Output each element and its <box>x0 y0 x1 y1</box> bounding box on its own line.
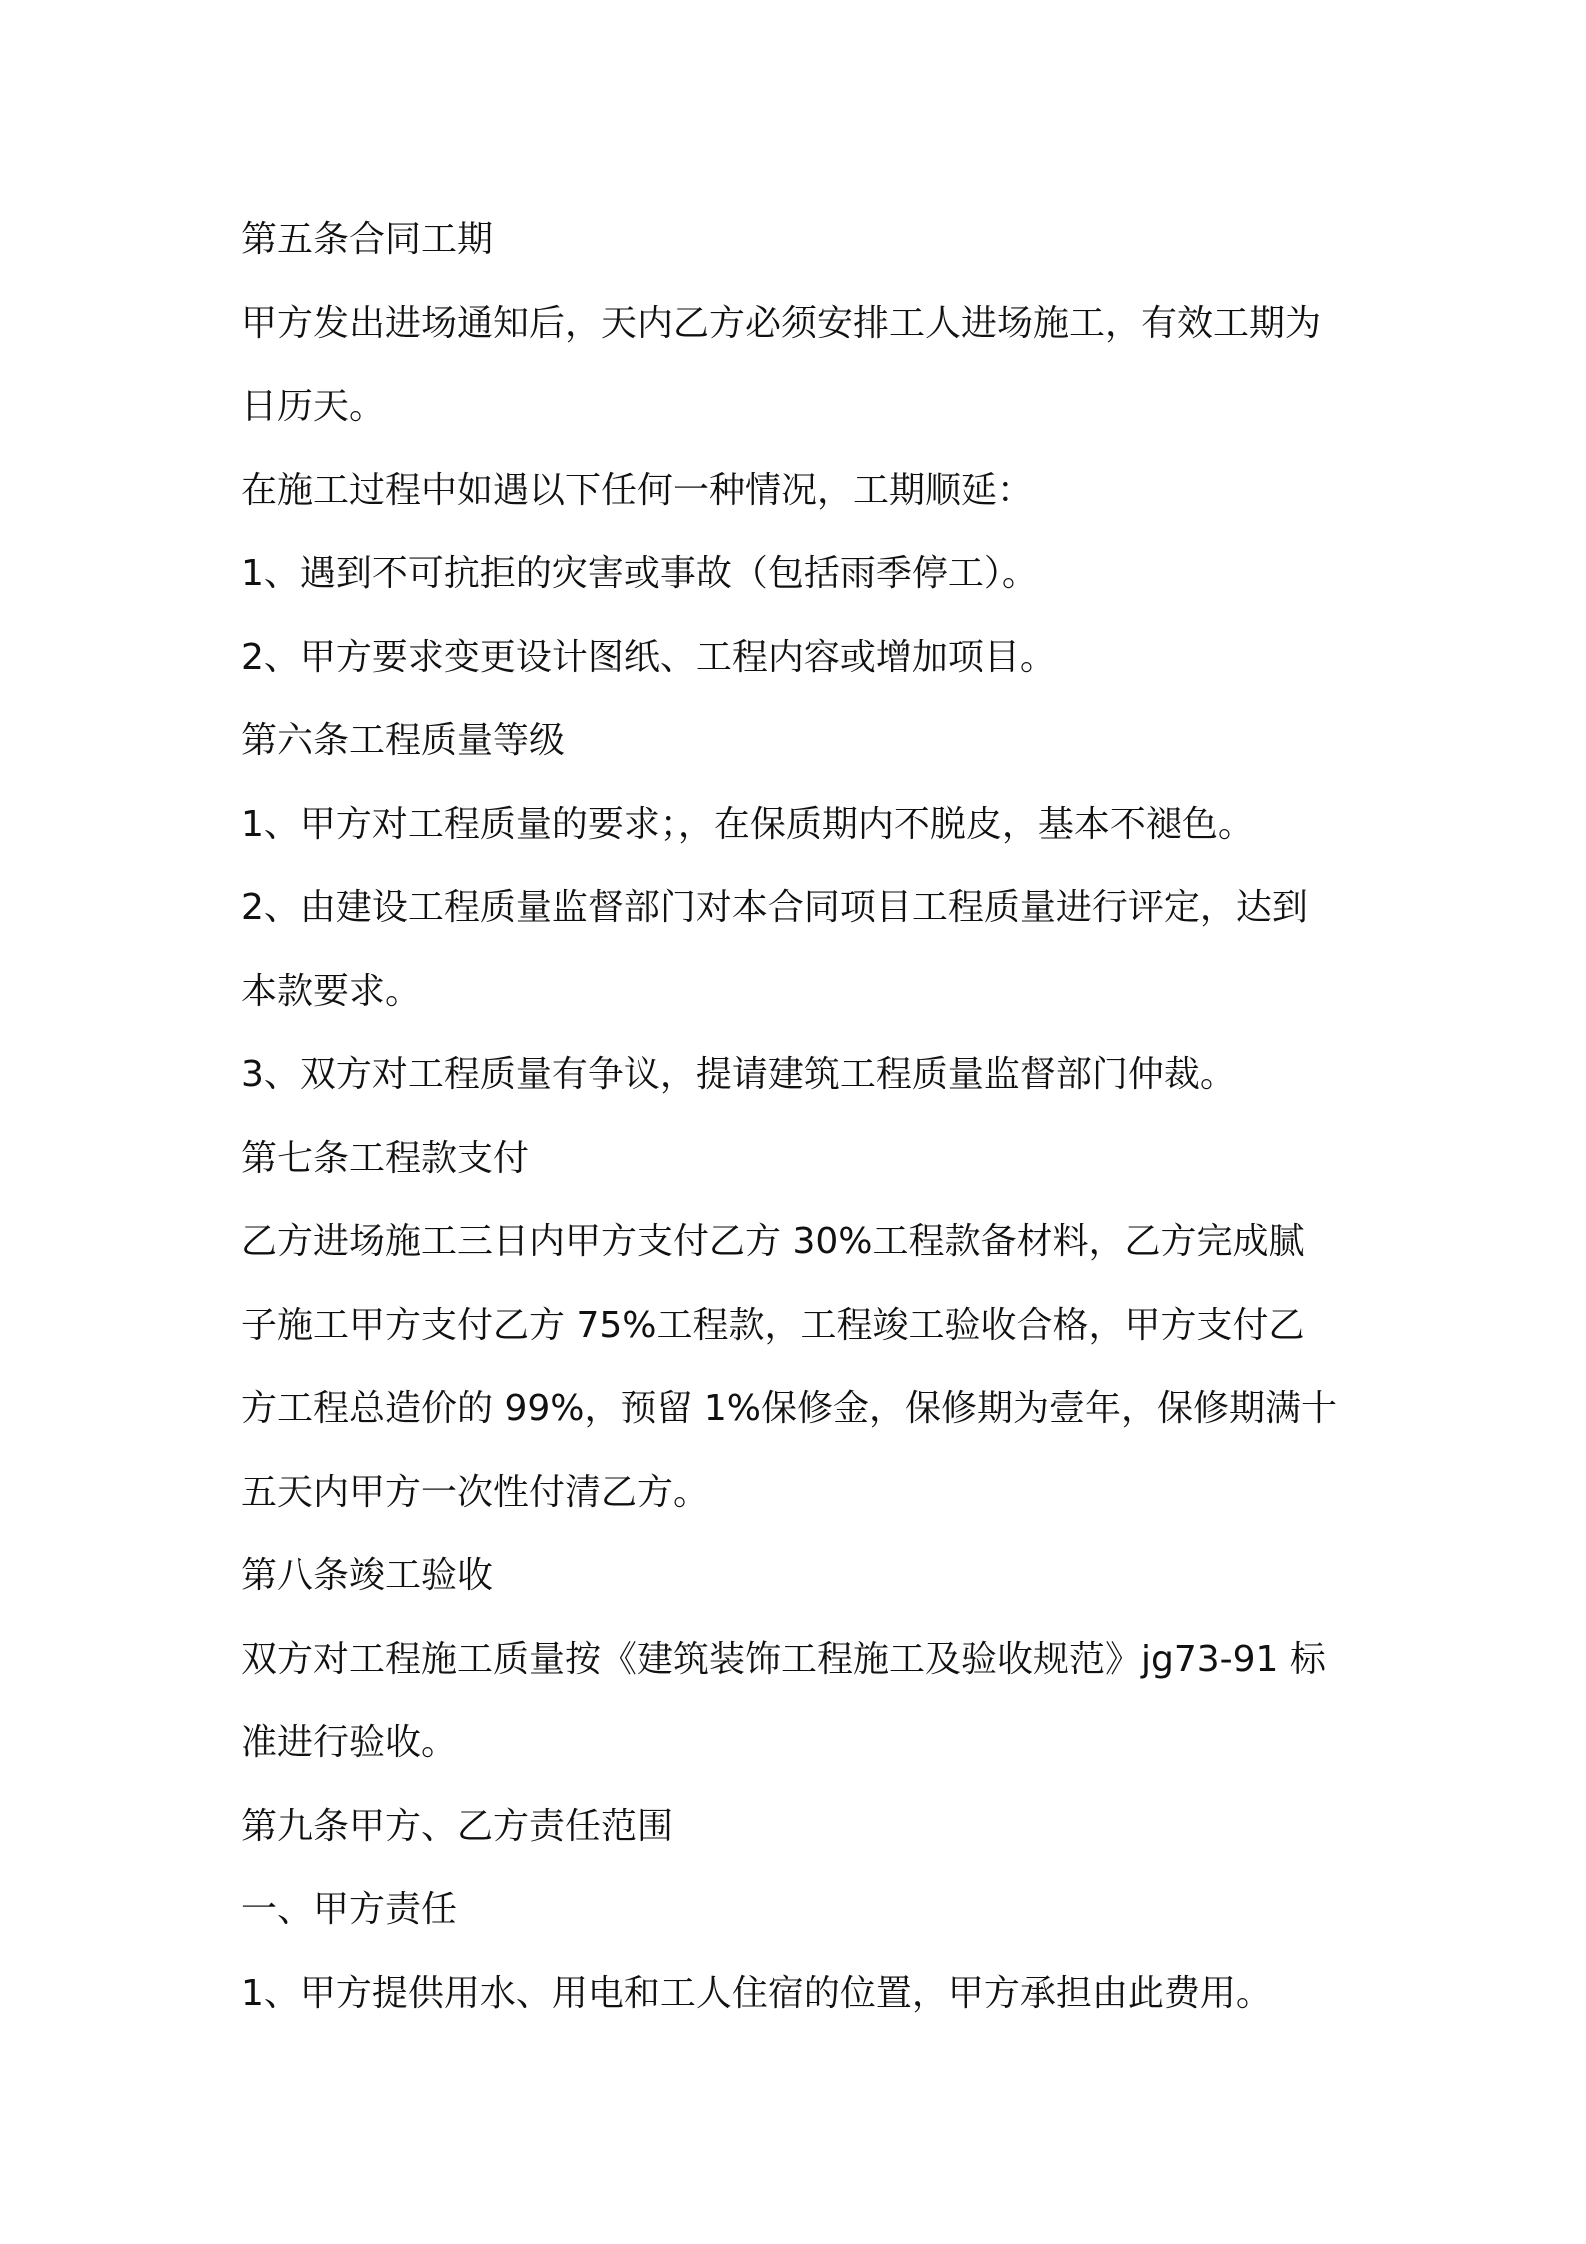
subsection-heading: 一、甲方责任 <box>241 1889 458 1930</box>
section-heading-6: 第六条工程质量等级 <box>241 720 566 761</box>
section-heading-8: 第八条竣工验收 <box>241 1555 494 1596</box>
contract-text <box>241 198 1361 2035</box>
paragraph-line: 方工程总造价的 99%，预留 1%保修金，保修期为壹年，保修期满十 <box>241 1388 1338 1429</box>
paragraph-line: 本款要求。 <box>241 970 422 1012</box>
section-heading-9: 第九条甲方、乙方责任范围 <box>241 1805 674 1847</box>
list-item: 1、遇到不可抗拒的灾害或事故（包括雨季停工）。 <box>241 553 1038 594</box>
paragraph-line: 在施工过程中如遇以下任何一种情况，工期顺延： <box>241 469 1034 511</box>
list-item: 2、甲方要求变更设计图纸、工程内容或增加项目。 <box>241 636 1056 678</box>
paragraph-line: 子施工甲方支付乙方 75%工程款，工程竣工验收合格，甲方支付乙 <box>241 1304 1305 1346</box>
section-heading-5: 第五条合同工期 <box>241 219 494 260</box>
paragraph-line: 日历天。 <box>241 386 386 427</box>
paragraph-line: 双方对工程施工质量按《建筑装饰工程施工及验收规范》jg73-91 标 <box>241 1638 1326 1680</box>
paragraph-line: 乙方进场施工三日内甲方支付乙方 30%工程款备材料，乙方完成腻 <box>241 1221 1305 1262</box>
paragraph-line: 准进行验收。 <box>241 1722 458 1763</box>
list-item: 1、甲方对工程质量的要求；，在保质期内不脱皮，基本不褪色。 <box>241 803 1254 845</box>
list-item: 3、双方对工程质量有争议，提请建筑工程质量监督部门仲裁。 <box>241 1054 1236 1095</box>
paragraph-line: 五天内甲方一次性付清乙方。 <box>241 1471 710 1513</box>
list-item: 1、甲方提供用水、用电和工人住宿的位置，甲方承担由此费用。 <box>241 1972 1272 2014</box>
paragraph-line: 甲方发出进场通知后，天内乙方必须安排工人进场施工，有效工期为 <box>241 302 1322 344</box>
list-item: 2、由建设工程质量监督部门对本合同项目工程质量进行评定，达到 <box>241 887 1308 928</box>
section-heading-7: 第七条工程款支付 <box>241 1137 530 1179</box>
